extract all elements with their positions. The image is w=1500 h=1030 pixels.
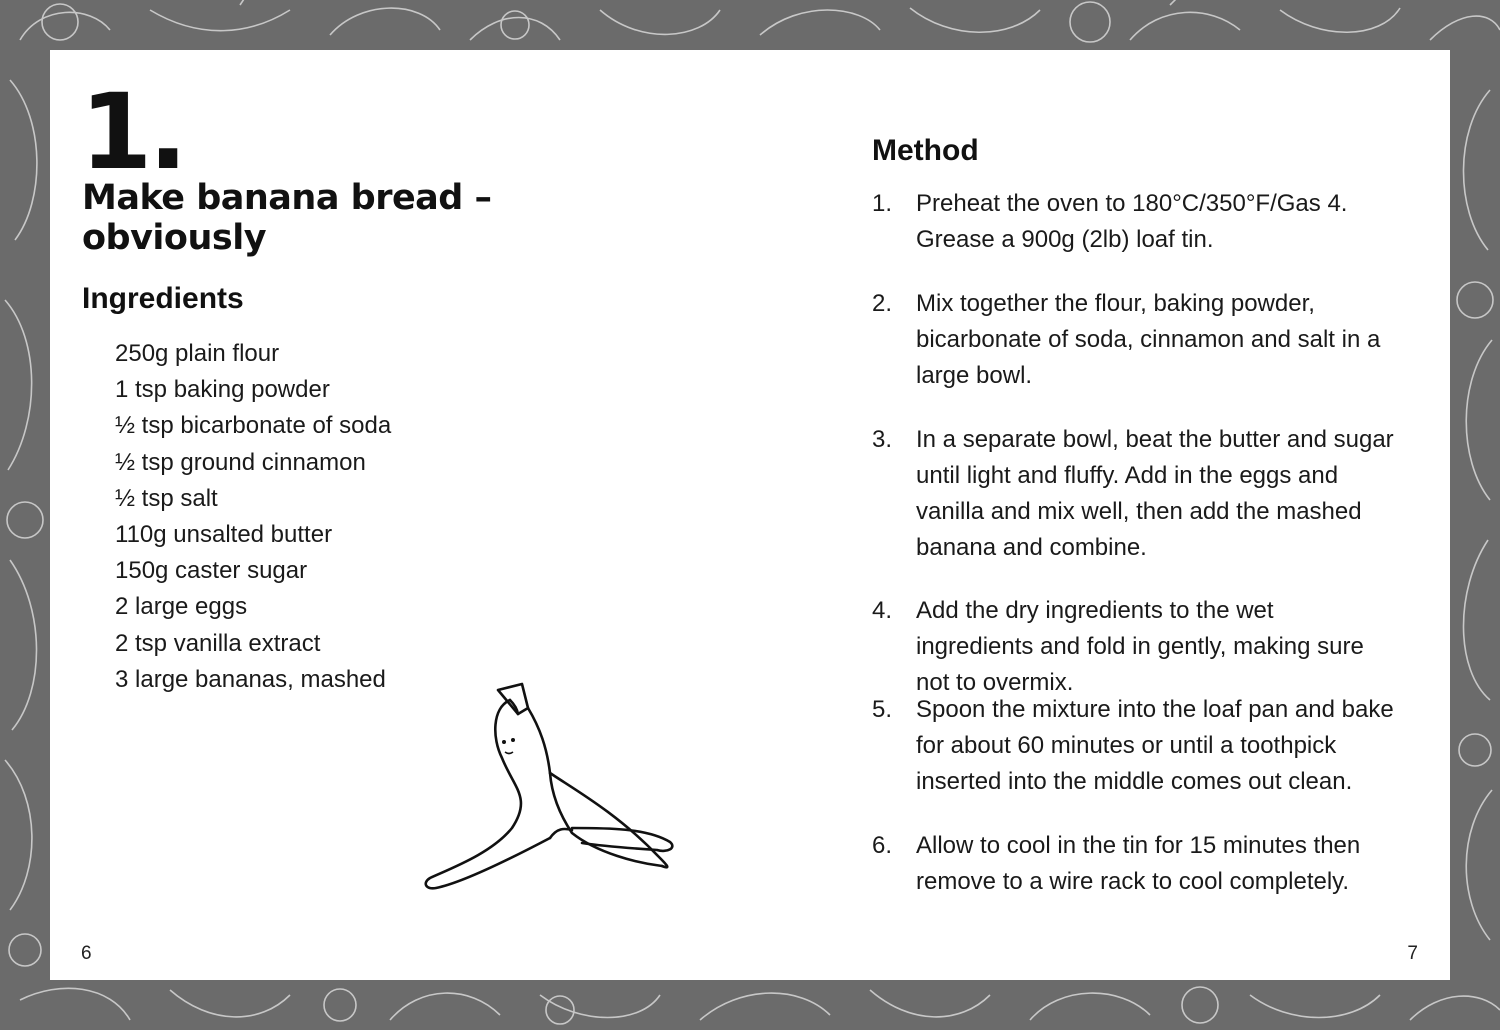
ingredient-item: 2 large eggs [115,593,248,621]
banana-peel-icon [422,678,682,893]
recipe-title: Make banana bread – obviously [82,178,492,258]
step-text: In a separate bowl, beat the butter and sugar until light and fluffy. Add in the eggs and vanilla and mix well, then add the mashed banana and combine. [916,426,1394,561]
step-text: Preheat the oven to 180°C/350°F/Gas 4. Grease a 900g (2lb) loaf tin. [916,190,1348,253]
step-number: 4. [872,597,893,624]
book-spread [50,50,1450,980]
step-text: Allow to cool in the tin for 15 minutes then remove to a wire rack to cool completely. [916,832,1361,895]
ingredient-item: 110g unsalted butter [115,521,333,549]
method-heading: Method [872,134,979,167]
ingredient-item: 1 tsp baking powder [115,376,330,404]
step-number: 5. [872,696,893,723]
step-number: 2. [872,290,893,317]
ingredient-item: ½ tsp salt [115,484,218,512]
ingredients-list [115,336,391,698]
ingredient-item: 2 tsp vanilla extract [115,629,321,657]
step-number: 6. [872,832,893,859]
step-number: 1. [872,190,893,217]
ingredients-heading: Ingredients [82,282,244,315]
page-number-right: 7 [1407,943,1418,964]
step-text: Spoon the mixture into the loaf pan and bake for about 60 minutes or until a toothpick inserted into the middle comes out clean. [916,696,1394,795]
ingredient-item: ½ tsp bicarbonate of soda [115,412,392,440]
ingredient-item: 3 large bananas, mashed [115,665,386,693]
step-text: Add the dry ingredients to the wet ingredients and fold in gently, making sure not to overmix. [916,597,1364,696]
step-text: Mix together the flour, baking powder, bicarbonate of soda, cinnamon and salt in a large bowl. [916,290,1381,389]
chapter-number: 1. [80,71,184,193]
ingredient-item: 150g caster sugar [115,557,308,585]
ingredient-item: 250g plain flour [115,340,280,367]
page-number-left: 6 [81,943,92,964]
step-number: 3. [872,426,893,453]
ingredient-item: ½ tsp ground cinnamon [115,448,366,476]
